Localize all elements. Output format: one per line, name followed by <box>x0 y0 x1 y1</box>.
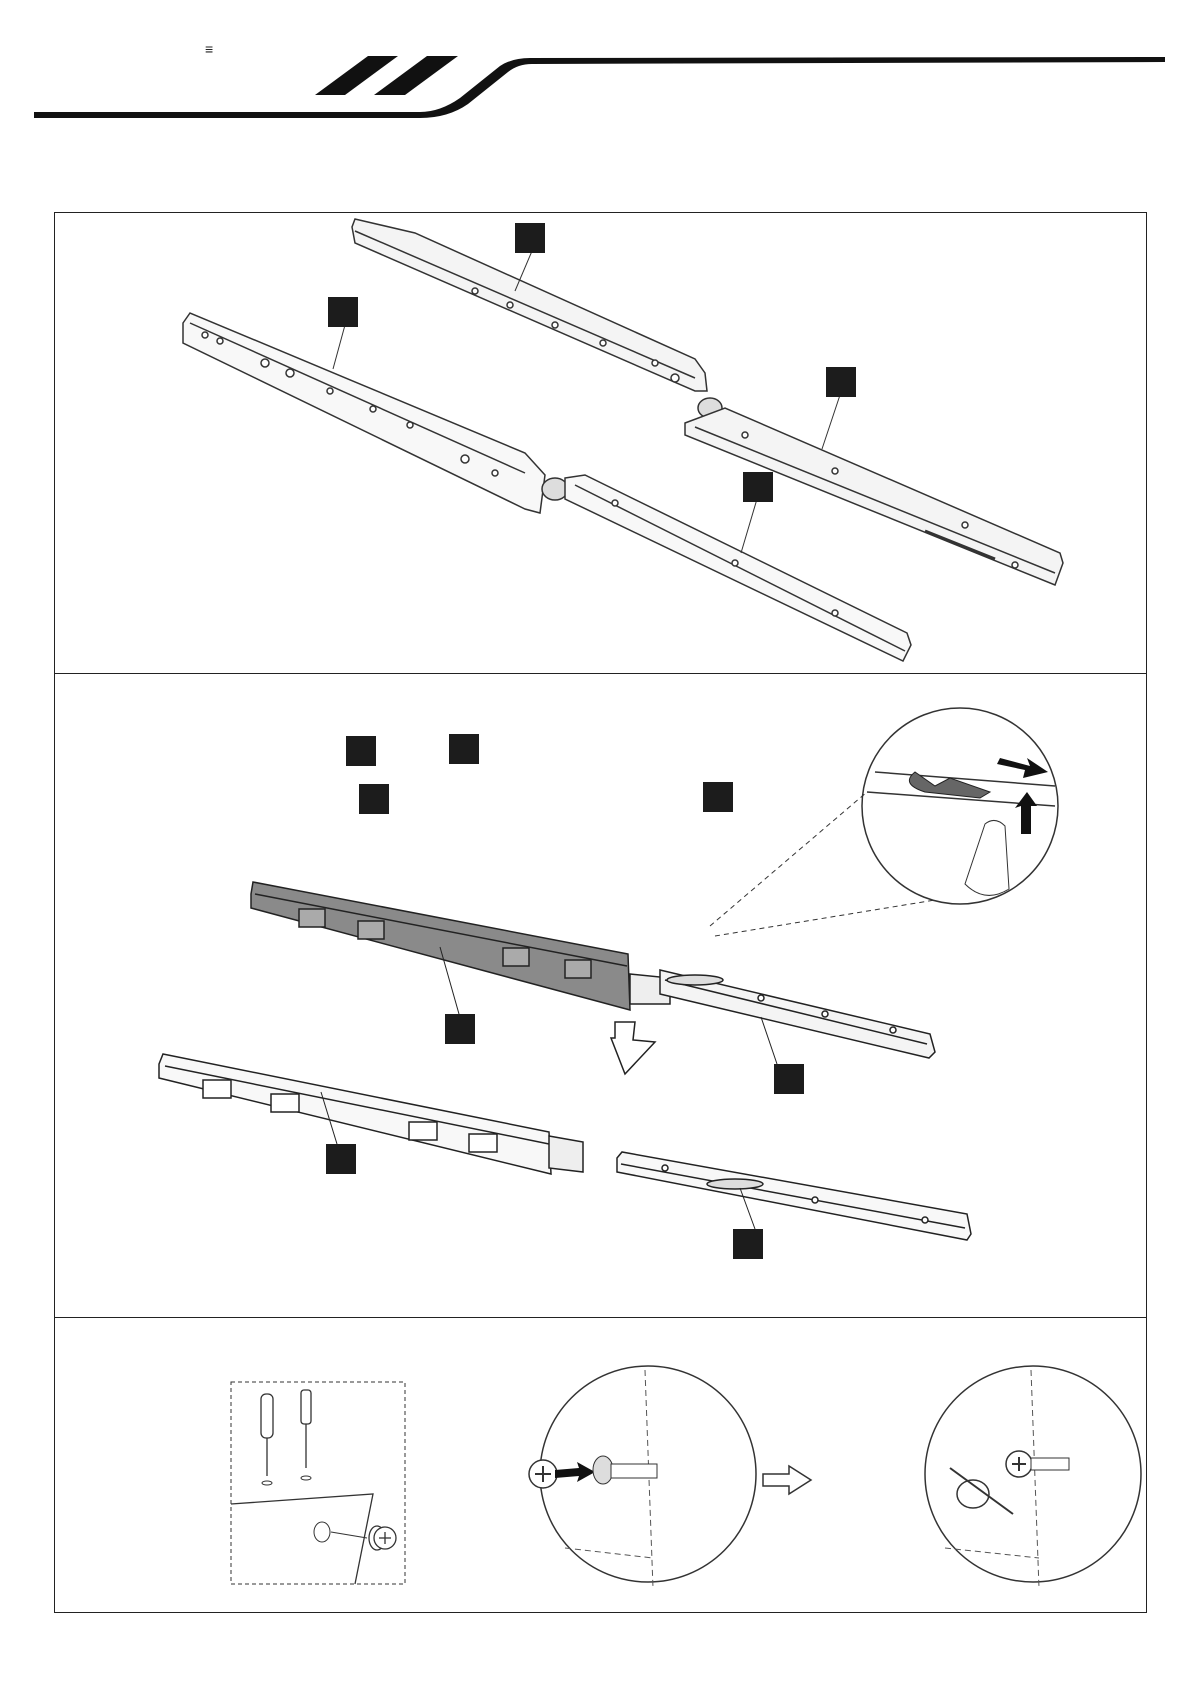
part-tag <box>328 297 358 327</box>
step-1-panel <box>54 212 1147 674</box>
rail-lower-a <box>183 313 568 513</box>
part-tag <box>743 472 773 502</box>
dowel-icon <box>261 1394 273 1476</box>
part-tag <box>515 223 545 253</box>
detail-circle-2 <box>925 1366 1141 1588</box>
cam-bolt-icon <box>301 1390 311 1468</box>
sequence-arrow-icon <box>763 1466 811 1494</box>
step-1-illustration <box>55 213 1148 675</box>
step-3-illustration <box>55 1318 1148 1614</box>
inner-rail-tag <box>774 1064 804 1094</box>
step-3-panel <box>54 1317 1147 1613</box>
cabinet-member-tag <box>326 1144 356 1174</box>
detached-rail-illustration <box>617 1152 971 1240</box>
instruction-tag-1 <box>346 736 376 766</box>
detail-zoom-circle <box>862 708 1058 904</box>
step-2-panel <box>54 673 1147 1318</box>
screwdriver-icon <box>611 1464 657 1478</box>
instruction-tag-3 <box>359 784 389 814</box>
detail-circle-1 <box>529 1366 756 1588</box>
drawer-member-tag <box>445 1014 475 1044</box>
cam-lock-icon <box>369 1526 396 1550</box>
cabinet-member-illustration <box>159 1054 583 1174</box>
inner-rail-illustration <box>660 970 935 1058</box>
instruction-tag-4 <box>703 782 733 812</box>
detached-rail-tag <box>733 1229 763 1259</box>
release-arrow-icon <box>611 1022 655 1074</box>
hardware-box <box>231 1382 405 1584</box>
step-2-illustration <box>55 674 1148 1319</box>
drawer-member-illustration <box>251 882 670 1010</box>
instruction-tag-2 <box>449 734 479 764</box>
part-tag <box>826 367 856 397</box>
menu-icon: ≡ <box>205 41 214 57</box>
header-banner <box>0 0 1191 140</box>
